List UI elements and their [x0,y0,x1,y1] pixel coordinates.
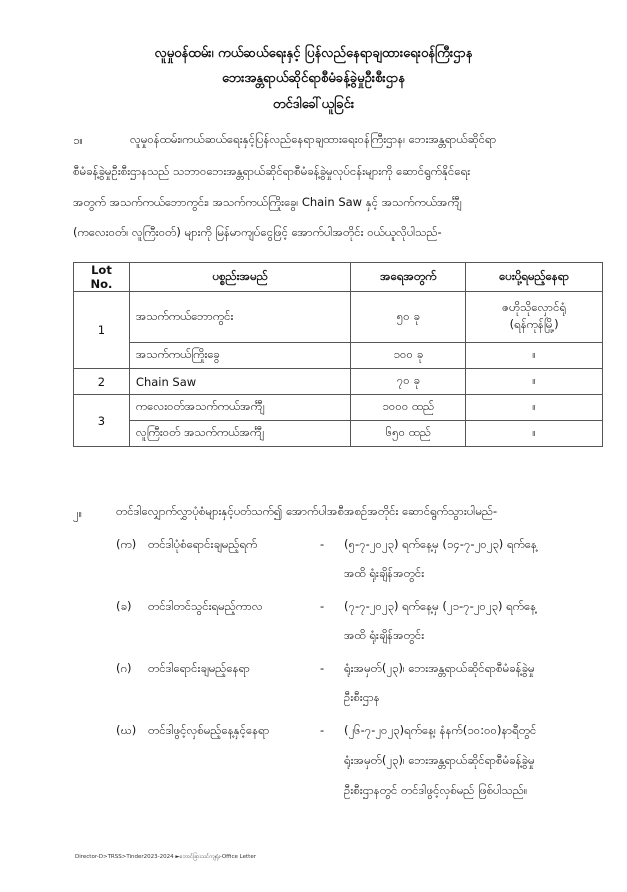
item-label: (ဃ) [116,723,137,737]
header-department: ဘေးအန္တရာယ်ဆိုင်ရာစီမံခန့်ခွဲမှုဦးစီးဌာန [222,71,405,86]
intro-line-2: စီမံခန့်ခွဲမှုဦးစီးဌာနသည် သဘာဝဘေးအန္တရာယ်ဆိုင်ရာစီမံခန့်ခွဲမှုလုပ်ငန်းများကို ဆောင်ရွက်နိုင်ရေး [73,164,471,178]
intro-number: ၁။ [73,133,83,147]
lot-table [73,262,603,447]
item-title: တင်ဒါဖွင့်လှစ်မည့်နေ့နှင့်နေရာ [148,723,270,737]
header-quantity: အရေအတွက် [351,263,466,292]
item-detail-line-1: (၂၆-၇-၂၀၂၃)ရက်နေ့၊ နံနက်(၁၀:၀၀)နာရီတွင် [344,723,537,737]
item-quantity: ၆၅၀ ထည် [351,421,466,447]
header-title: တင်ဒါခေါ်ယူခြင်း [272,97,355,112]
lot-number: 2 [74,369,130,395]
item-label: (က) [116,537,137,551]
item-name: အသက်ကယ်ကြိုးခွေ [129,343,350,369]
item-name: လူကြီးဝတ် အသက်ကယ်အင်္ကျီ [129,421,350,447]
table-row [74,421,603,447]
intro-line-1: လူမှုဝန်ထမ်း၊ကယ်ဆယ်ရေးနှင့်ပြန်လည်နေရာချထားရေးဝန်ကြီးဌာန၊ ဘေးအန္တရာယ်ဆိုင်ရာ [130,132,497,146]
item-detail-line-2: ရုံးအမှတ်(၂၃)၊ ဘေးအန္တရာယ်ဆိုင်ရာစီမံခန့်ခွဲမှု [344,753,535,767]
item-dash: - [320,537,325,551]
item-label: (ဂ) [116,661,132,675]
item-quantity: ၅၀ ခု [351,292,466,343]
delivery-place: ။ [466,343,603,369]
item-dash: - [320,599,325,613]
intro-line-4: (ကလေးဝတ်၊ လူကြီးဝတ်) များကို မြန်မာကျပ်ငွေဖြင့် အောက်ပါအတိုင်း ဝယ်ယူလိုပါသည်- [73,225,442,239]
header-lot-no: Lot No. [74,263,130,292]
footer-file-path: Director-D>TRSS>Tinder2023-2024 ►ဘောင်ခြားသင်ကျရုံး-Office Letter [75,854,256,860]
delivery-place-line-1: ဇဟိုသိုလှောင်ရုံ [502,300,567,314]
item-label: (ခ) [116,599,132,613]
intro-line-3: အတွက် အသက်ကယ်ဘောကွင်း၊ အသက်ကယ်ကြိုးခွေ၊ Chain Saw နှင့် အသက်ကယ်အင်္ကျီ [73,195,462,209]
item-detail-line-2: ဦးစီးဌာန [344,690,380,704]
lot-number: 3 [74,395,130,447]
lot-number: 1 [74,292,130,369]
header-item-name: ပစ္စည်းအမည် [129,263,350,292]
delivery-place: ။ [466,395,603,421]
item-quantity: ၁၀၀ ခု [351,343,466,369]
item-quantity: ၁၀၀၀ ထည် [351,395,466,421]
item-title: တင်ဒါရောင်းချမည့်နေရာ [148,661,250,675]
table-row [74,343,603,369]
item-detail-line-3: ဦးစီးဌာနတွင် တင်ဒါဖွင့်လှစ်မည် ဖြစ်ပါသည်။ [344,783,528,797]
table-row [74,292,603,343]
section2-number: ၂။ [73,506,83,520]
delivery-place-line-2: (ရန်ကုန်မြို့) [509,317,559,331]
section2-text: တင်ဒါလျှောက်လွှာပုံစံများနှင့်ပတ်သက်၍ အောက်ပါအစီအစဉ်အတိုင်း ဆောင်ရွက်သွားပါမည်- [116,504,498,518]
item-detail-line-1: ရုံးအမှတ်(၂၃)၊ ဘေးအန္တရာယ်ဆိုင်ရာစီမံခန့်ခွဲမှု [344,661,535,675]
delivery-place [466,292,603,343]
item-name: အသက်ကယ်ဘောကွင်း [129,292,350,343]
item-dash: - [320,661,325,675]
header-delivery-place: ပေးပို့ရမည့်နေရာ [466,263,603,292]
table-header-row [74,263,603,292]
item-detail-line-2: အထိ ရုံးချိန်အတွင်း [344,628,425,642]
table-row [74,369,603,395]
header-ministry: လူမှုဝန်ထမ်း၊ ကယ်ဆယ်ရေးနှင့် ပြန်လည်နေရာချထားရေးဝန်ကြီးဌာန [154,46,473,61]
item-detail-line-1: (၇-၇-၂၀၂၃) ရက်နေ့မှ (၂၁-၇-၂၀၂၃) ရက်နေ့ [344,599,537,613]
item-dash: - [320,723,325,737]
item-detail-line-1: (၅-၇-၂၀၂၃) ရက်နေ့မှ (၁၄-၇-၂၀၂၃) ရက်နေ့ [344,537,538,551]
item-title: တင်ဒါတင်သွင်းရမည့်ကာလ [148,599,263,613]
delivery-place: ။ [466,369,603,395]
table-row [74,395,603,421]
item-name: Chain Saw [129,369,350,395]
item-quantity: ၇၀ ခု [351,369,466,395]
item-name: ကလေးဝတ်အသက်ကယ်အင်္ကျီ [129,395,350,421]
item-detail-line-2: အထိ ရုံးချိန်အတွင်း [344,566,425,580]
item-title: တင်ဒါပုံစံရောင်းချမည့်ရက် [148,537,258,551]
delivery-place: ။ [466,421,603,447]
